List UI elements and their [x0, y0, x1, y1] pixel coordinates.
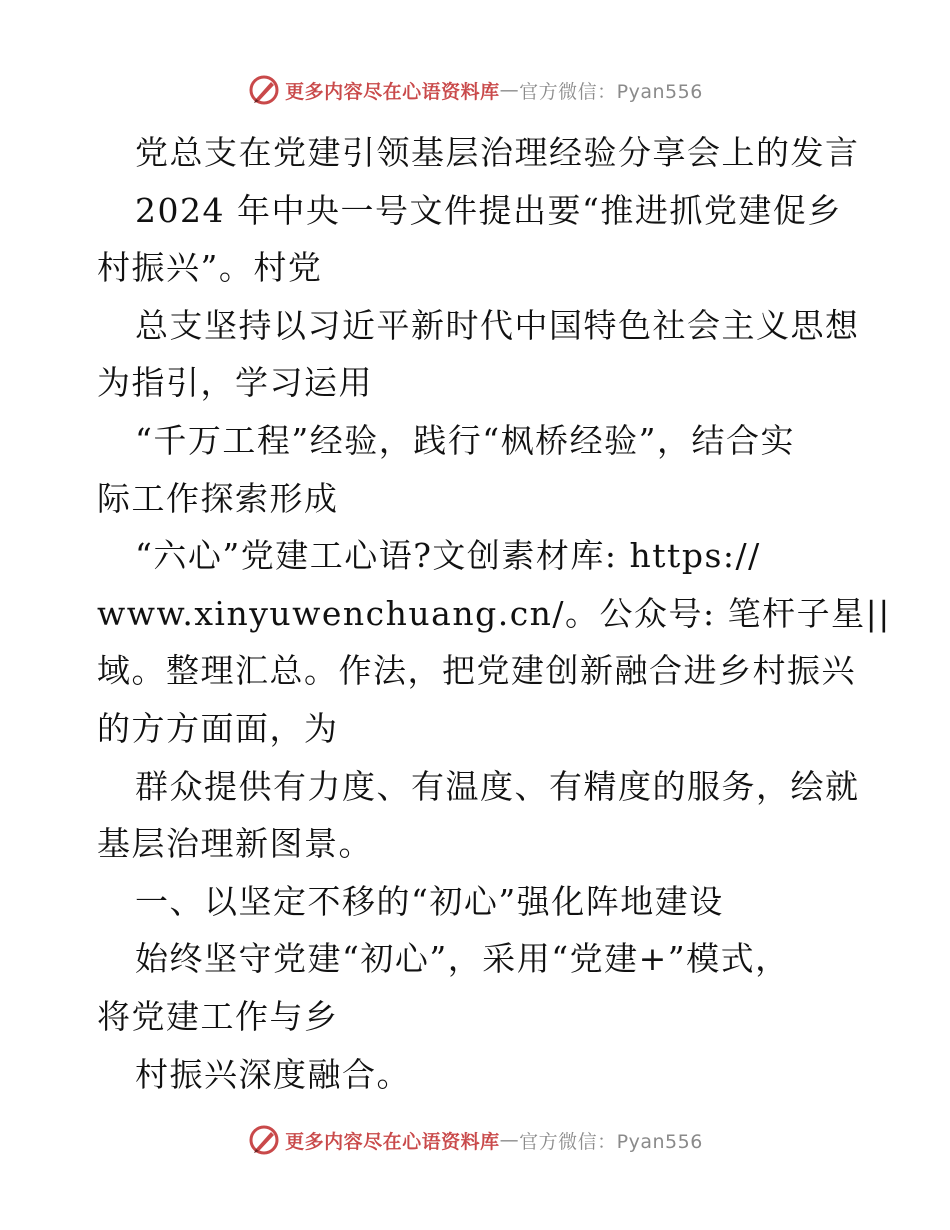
paragraph-line: “六心”党建工心语?文创素材库: https://	[135, 536, 761, 576]
paragraph-line: 为指引，学习运用	[97, 363, 373, 403]
document-title: 党总支在党建引领基层治理经验分享会上的发言	[135, 133, 860, 172]
paragraph-line: 村振兴深度融合。	[135, 1054, 411, 1094]
paragraph-line: “千万工程”经验，践行“枫桥经验”，结合实	[135, 420, 795, 460]
paragraph-line: 群众提供有力度、有温度、有精度的服务，绘就	[135, 766, 860, 806]
document-body	[97, 124, 891, 1103]
header-watermark	[0, 70, 950, 110]
footer-watermark	[0, 1120, 950, 1160]
watermark-wechat: 官方微信：Pyan556	[519, 80, 703, 103]
watermark-dash: —	[499, 79, 520, 101]
pen-seal-icon	[247, 73, 281, 107]
paragraph-line: 总支坚持以习近平新时代中国特色社会主义思想	[135, 305, 860, 345]
paragraph-line: 始终坚守党建“初心”，采用“党建+”模式，	[135, 939, 790, 979]
paragraph-line: 域。整理汇总。作法，把党建创新融合进乡村振兴	[97, 651, 856, 691]
paragraph-line: 村振兴”。村党	[97, 248, 323, 288]
watermark-brand: 更多内容尽在心语资料库	[285, 1130, 500, 1153]
paragraph-line: www.xinyuwenchuang.cn/。公众号: 笔杆子星||	[97, 593, 891, 633]
paragraph-line: 基层治理新图景。	[97, 824, 373, 864]
section-heading: 一、以坚定不移的“初心”强化阵地建设	[135, 881, 724, 921]
paragraph-line: 的方方面面，为	[97, 708, 339, 748]
watermark-brand: 更多内容尽在心语资料库	[285, 80, 500, 103]
pen-seal-icon	[247, 1123, 281, 1157]
paragraph-line: 2024 年中央一号文件提出要“推进抓党建促乡	[135, 190, 842, 230]
paragraph-line: 将党建工作与乡	[97, 996, 339, 1036]
watermark-dash: —	[499, 1129, 520, 1151]
watermark-wechat: 官方微信：Pyan556	[519, 1130, 703, 1153]
paragraph-line: 际工作探索形成	[97, 478, 339, 518]
